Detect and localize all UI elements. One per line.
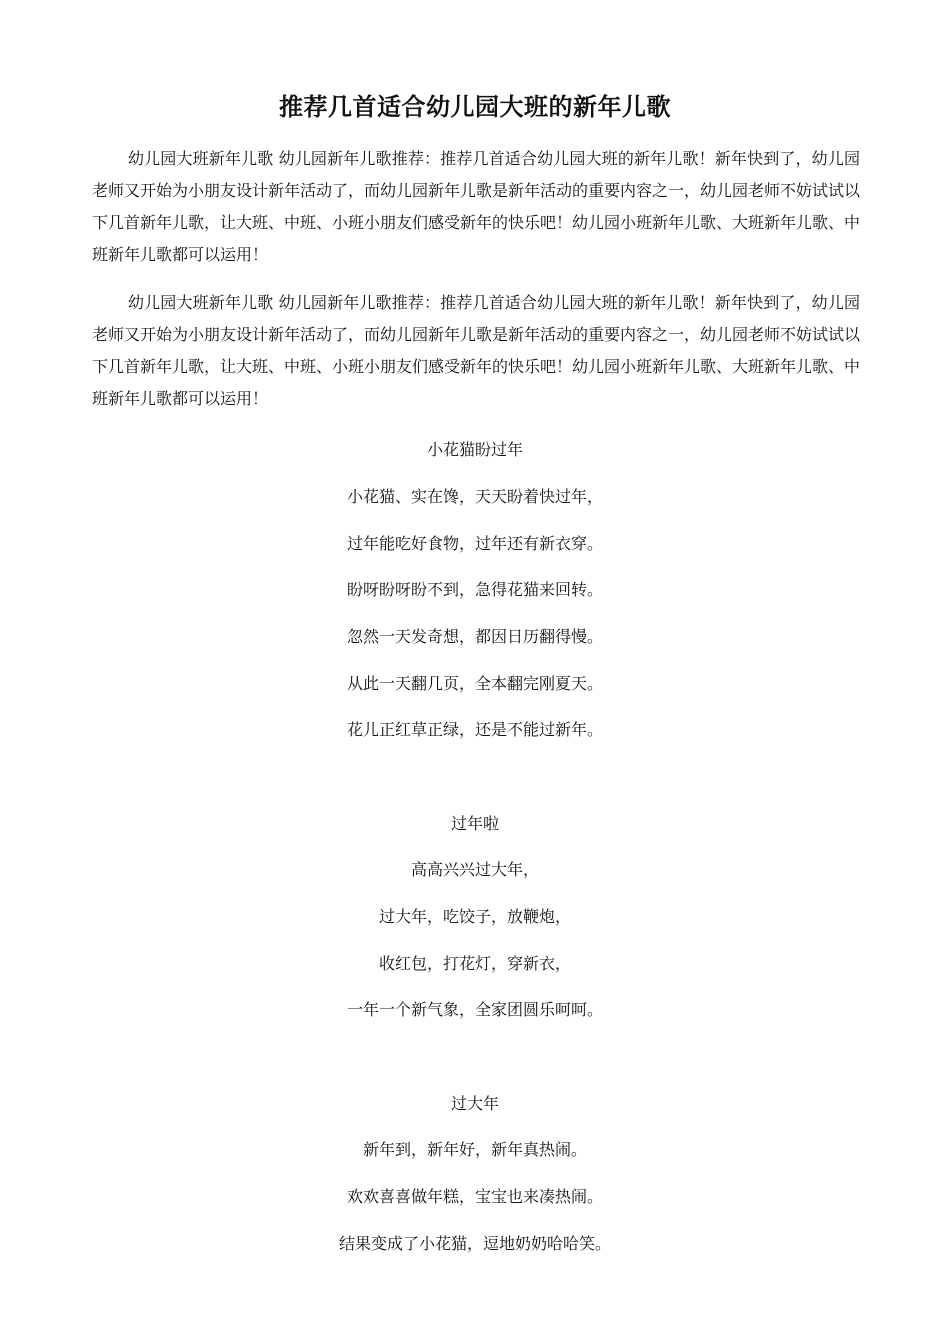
poem-line: 从此一天翻几页，全本翻完刚夏天。 xyxy=(346,674,603,693)
poem-line: 花儿正红草正绿，还是不能过新年。 xyxy=(346,720,603,739)
poem-line: 欢欢喜喜做年糕，宝宝也来凑热闹。 xyxy=(346,1187,603,1206)
poem-title: 小花猫盼过年 xyxy=(426,440,523,459)
poem-title: 过大年 xyxy=(450,1094,499,1113)
intro-paragraph-2: 幼儿园大班新年儿歌 幼儿园新年儿歌推荐：推荐几首适合幼儿园大班的新年儿歌！新年快到了，幼儿园老师又开始为小朋友设计新年活动了，而幼儿园新年儿歌是新年活动的重要内容之一，幼儿园老师不妨试试以下几首新年儿歌，让大班、中班、小班小朋友们感受新年的快乐吧！幼儿园小班新年儿歌、大班新年儿歌、中班新年儿歌都可以运用！ xyxy=(92,293,861,408)
poem-line: 过年能吃好食物，过年还有新衣穿。 xyxy=(346,534,603,553)
poem-line: 盼呀盼呀盼不到，急得花猫来回转。 xyxy=(346,580,603,599)
poem-line: 小花猫、实在馋，天天盼着快过年， xyxy=(346,487,603,506)
poem-line: 收红包，打花灯，穿新衣， xyxy=(378,954,571,973)
poem-title: 过年啦 xyxy=(450,814,499,833)
poem-line: 忽然一天发奇想，都因日历翻得慢。 xyxy=(346,627,603,646)
poem-line: 高高兴兴过大年， xyxy=(410,860,539,879)
poem-line: 新年到，新年好，新年真热闹。 xyxy=(362,1140,587,1159)
document-title: 推荐几首适合幼儿园大班的新年儿歌 xyxy=(279,93,671,121)
poem-line: 过大年，吃饺子，放鞭炮， xyxy=(378,907,571,926)
intro-paragraph-1: 幼儿园大班新年儿歌 幼儿园新年儿歌推荐：推荐几首适合幼儿园大班的新年儿歌！新年快到了，幼儿园老师又开始为小朋友设计新年活动了，而幼儿园新年儿歌是新年活动的重要内容之一，幼儿园老师不妨试试以下几首新年儿歌，让大班、中班、小班小朋友们感受新年的快乐吧！幼儿园小班新年儿歌、大班新年儿歌、中班新年儿歌都可以运用！ xyxy=(92,149,861,264)
poem-line: 结果变成了小花猫，逗地奶奶哈哈笑。 xyxy=(338,1234,611,1253)
poem-line: 一年一个新气象，全家团圆乐呵呵。 xyxy=(346,1000,603,1019)
